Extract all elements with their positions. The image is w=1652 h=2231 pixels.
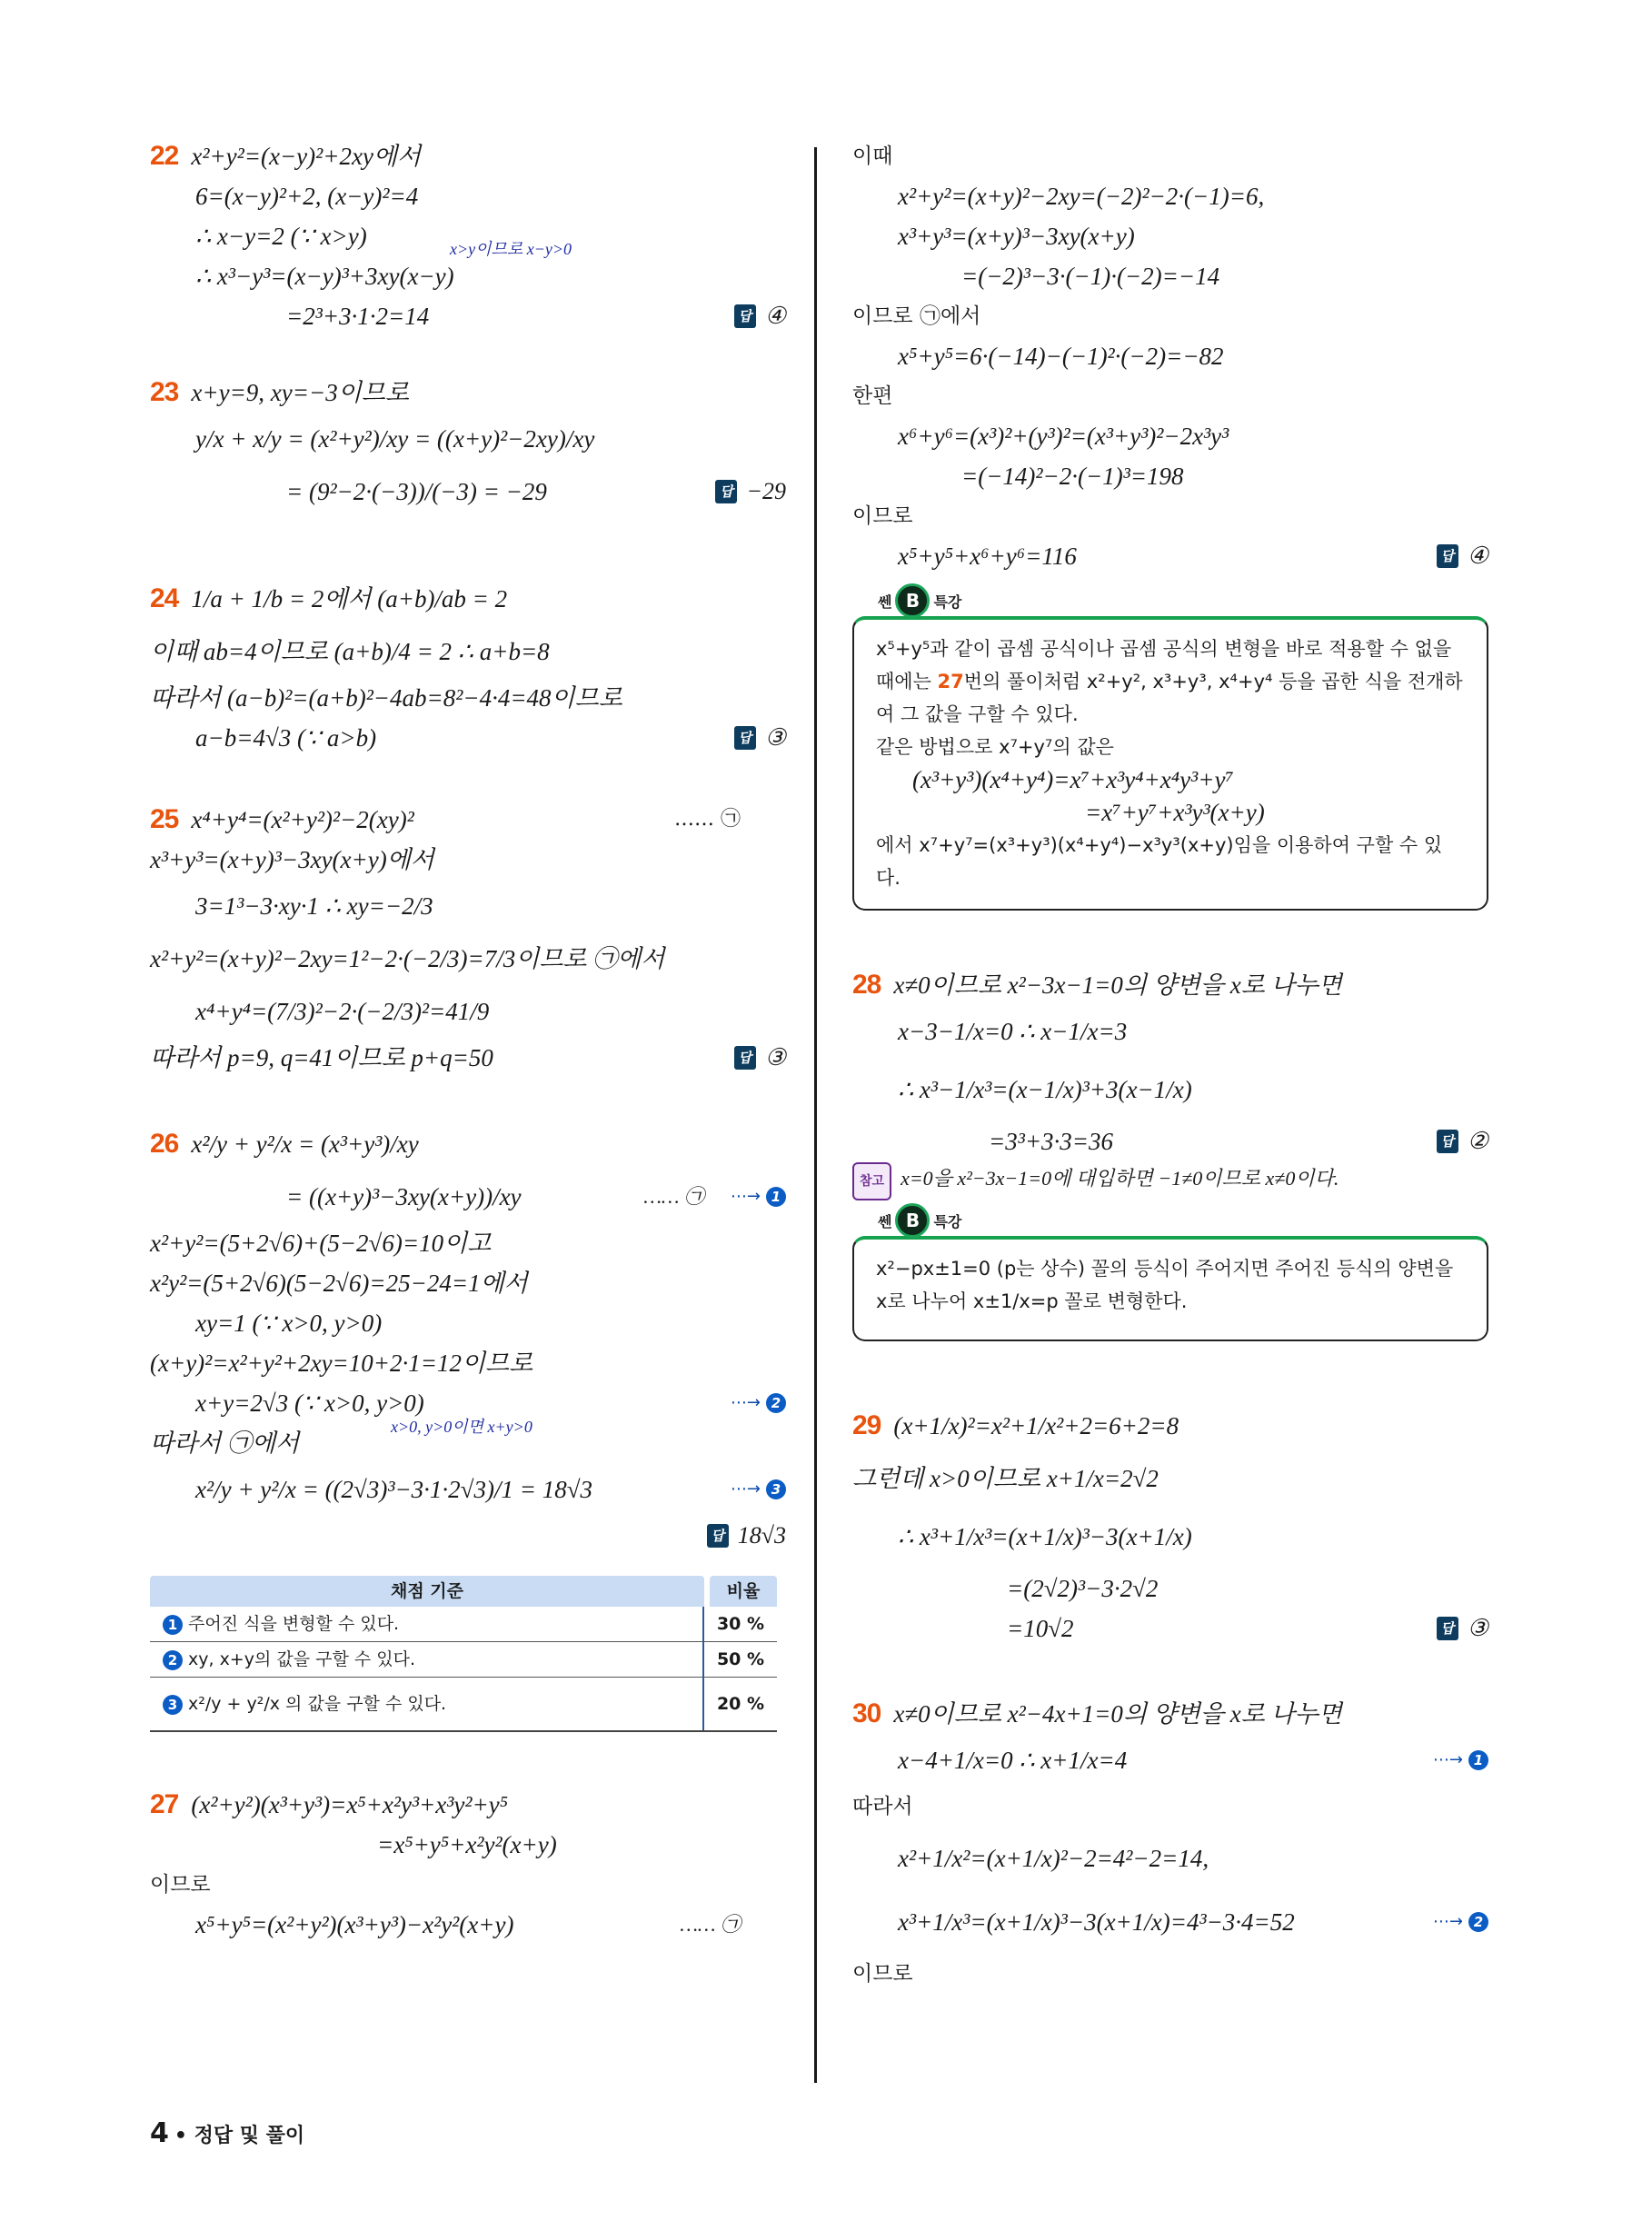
problem-number: 30 xyxy=(852,1698,881,1728)
reference-tag: …… ㉠ xyxy=(680,1913,741,1936)
annotation-note: x>0, y>0이면 x+y>0 xyxy=(391,1418,532,1436)
problem-number: 29 xyxy=(852,1410,881,1440)
tip-label: 쎈 B 특강 xyxy=(852,585,1488,616)
reference-note: 참고 x=0을 x²−3x−1=0에 대입하면 −1≠0이므로 x≠0이다. xyxy=(852,1161,1488,1196)
answer-icon: 답 xyxy=(707,1524,729,1548)
problem-number: 24 xyxy=(150,583,179,613)
problem-number: 27 xyxy=(150,1789,179,1819)
answer: 답 ③ xyxy=(734,718,786,758)
page-footer xyxy=(150,2117,304,2149)
step-marker-2: ⋯→ 2 xyxy=(731,1383,786,1423)
table-header: 채점 기준 비율 xyxy=(150,1576,777,1607)
answer: 답 18√3 xyxy=(707,1516,786,1556)
step-marker-3: ⋯→ 3 xyxy=(731,1463,786,1516)
step-marker-2: ⋯→ 2 xyxy=(1433,1890,1488,1954)
reference-tag: …… ㉠ xyxy=(674,808,741,831)
b-badge-icon: B xyxy=(895,1203,930,1238)
answer: 답 ③ xyxy=(1437,1609,1488,1648)
answer: 답 ④ xyxy=(1437,536,1488,576)
problem-number: 22 xyxy=(150,141,179,171)
problem-number: 23 xyxy=(150,377,179,407)
reference-badge: 참고 xyxy=(852,1162,891,1200)
table-row: 3 x²/y + y²/x 의 값을 구할 수 있다. 20 % xyxy=(150,1677,777,1730)
answer: 답 ② xyxy=(1437,1121,1488,1161)
answer-icon: 답 xyxy=(1437,1617,1458,1640)
answer-icon: 답 xyxy=(1437,544,1458,568)
left-column xyxy=(150,136,786,1945)
problem-30: 30 x≠0이므로 x²−4x+1=0의 양변을 x로 나누면 x−4+1/x=0 ∴ x+1/x=4 ⋯→ 1 따라서 x²+1/x²=(x+1/x)²−2=4²−2=14, x³+1/x³=(x+1/x)³−3(x+1/x)=4³−3·4=52 ⋯→ 2 이므로 xyxy=(852,1694,1488,1994)
answer: 답 ③ xyxy=(734,1038,786,1078)
problem-27: 27 (x²+y²)(x³+y³)=x⁵+x²y³+x³y²+y⁵ =x⁵+y⁵+x²y²(x+y) 이므로 x⁵+y⁵=(x²+y²)(x³+y³)−x²y²(x+y) …… ㉠ xyxy=(150,1785,786,1945)
problem-number: 25 xyxy=(150,804,179,834)
answer-icon: 답 xyxy=(734,304,756,328)
grading-table xyxy=(150,1576,777,1732)
reference-tag: …… ㉠ xyxy=(643,1185,704,1208)
right-column xyxy=(852,136,1488,1994)
answer-icon: 답 xyxy=(1437,1130,1458,1153)
problem-28: 28 x≠0이므로 x²−3x−1=0의 양변을 x로 나누면 x−3−1/x=0 ∴ x−1/x=3 ∴ x³−1/x³=(x−1/x)³+3(x−1/x) =3³+3·3=36 답 ② 참고 x=0을 x²−3x−1=0에 대입하면 −1≠0이므로 x≠0이다. xyxy=(852,965,1488,1196)
step-marker-1: ⋯→ 1 xyxy=(1433,1734,1488,1787)
answer-icon: 답 xyxy=(715,480,737,503)
answer-icon: 답 xyxy=(734,726,756,750)
annotation-note: x>y이므로 x−y>0 xyxy=(450,240,572,258)
problem-number: 28 xyxy=(852,970,881,1000)
problem-27-continued: 이때 x²+y²=(x+y)²−2xy=(−2)²−2·(−1)=6, x³+y³=(x+y)³−3xy(x+y) =(−2)³−3·(−1)·(−2)=−14 이므로 ㉠에서 x⁵+y⁵=6·(−14)−(−1)²·(−2)=−82 한편 x⁶+y⁶=(x³)²+(y³)²=(x³+y³)²−2x³y³ =(−14)²−2·(−1)³=198 이므로 x⁵+y⁵+x⁶+y⁶=116 답 ④ xyxy=(852,136,1488,576)
problem-number: 26 xyxy=(150,1129,179,1159)
problem-29: 29 (x+1/x)²=x²+1/x²+2=6+2=8 그런데 x>0이므로 x+1/x=2√2 ∴ x³+1/x³=(x+1/x)³−3(x+1/x) =(2√2)³−3·2√2 =10√2 답 ③ xyxy=(852,1399,1488,1648)
tip-label: 쎈 B 특강 xyxy=(852,1205,1488,1236)
tip-box-2: 쎈 B 특강 x²−px±1=0 (p는 상수) 꼴의 등식이 주어지면 주어진 등식의 양변을 x로 나누어 x±1/x=p 꼴로 변형한다. xyxy=(852,1205,1488,1341)
problem-26: 26 x²/y + y²/x = (x³+y³)/xy = ((x+y)³−3xy(x+y))/xy …… ㉠ ⋯→ 1 x²+y²=(5+2√6)+(5−2√6)=10이고 x²y²=(5+2√6)(5−2√6)=25−24=1에서 xy=1 (∵ x>0, y>0) (x+y)²=x²+y²+2xy=10+2·1=12이므로 x+y=2√3 (∵ x>0, y>0) ⋯→ 2 x>0, y>0이면 x+y>0 따라서 ㉠에서 x²/y + y²/x = ((2√3)³−3·1·2√3)/1 = 18√3 ⋯→ 3 답 18√3 xyxy=(150,1118,786,1556)
footer-label: • 정답 및 풀이 xyxy=(174,2125,305,2147)
answer: 답 ④ xyxy=(734,296,786,336)
problem-25: 25 x⁴+y⁴=(x²+y²)²−2(xy)² …… ㉠ x³+y³=(x+y)³−3xy(x+y)에서 3=1³−3·xy·1 ∴ xy=−2/3 x²+y²=(x+y)²−2xy=1²−2·(−2/3)=7/3이므로 ㉠에서 x⁴+y⁴=(7/3)²−2·(−2/3)²=41/9 따라서 p=9, q=41이므로 p+q=50 답 ③ xyxy=(150,800,786,1078)
column-divider xyxy=(814,147,817,2083)
answer-icon: 답 xyxy=(734,1046,756,1070)
page-number: 4 xyxy=(150,2117,169,2149)
answer: 답 −29 xyxy=(715,465,786,518)
problem-22: 22 x²+y²=(x−y)²+2xy에서 6=(x−y)²+2, (x−y)²=4 ∴ x−y=2 (∵ x>y) x>y이므로 x−y>0 ∴ x³−y³=(x−y)³+3xy(x−y) =2³+3·1·2=14 답 ④ xyxy=(150,136,786,336)
table-row: 1 주어진 식을 변형할 수 있다. 30 % xyxy=(150,1607,777,1641)
step-marker-1: ⋯→ 1 xyxy=(731,1170,786,1223)
problem-23: 23 x+y=9, xy=−3이므로 y/x + x/y = (x²+y²)/xy = ((x+y)²−2xy)/xy = (9²−2·(−3))/(−3) = −29 답 −29 xyxy=(150,373,786,518)
problem-24: 24 1/a + 1/b = 2에서 (a+b)/ab = 2 이때 ab=4이므로 (a+b)/4 = 2 ∴ a+b=8 따라서 (a−b)²=(a+b)²−4ab=8²−4·4=48이므로 a−b=4√3 (∵ a>b) 답 ③ xyxy=(150,573,786,758)
table-row: 2 xy, x+y의 값을 구할 수 있다. 50 % xyxy=(150,1641,777,1677)
b-badge-icon: B xyxy=(895,583,930,618)
tip-box-1: 쎈 B 특강 x⁵+y⁵과 같이 곱셈 공식이나 곱셈 공식의 변형을 바로 적용할 수 없을 때에는 27번의 풀이처럼 x²+y², x³+y³, x⁴+y⁴ 등을 곱한 식을 전개하여 그 값을 구할 수 있다. 같은 방법으로 x⁷+y⁷의 값은 (x³+y³)(x⁴+y⁴)=x⁷+x³y⁴+x⁴y³+y⁷ =x⁷+y⁷+x³y³(x+y) 에서 x⁷+y⁷=(x³+y³)(x⁴+y⁴)−x³y³(x+y)임을 이용하여 구할 수 있다. xyxy=(852,585,1488,911)
